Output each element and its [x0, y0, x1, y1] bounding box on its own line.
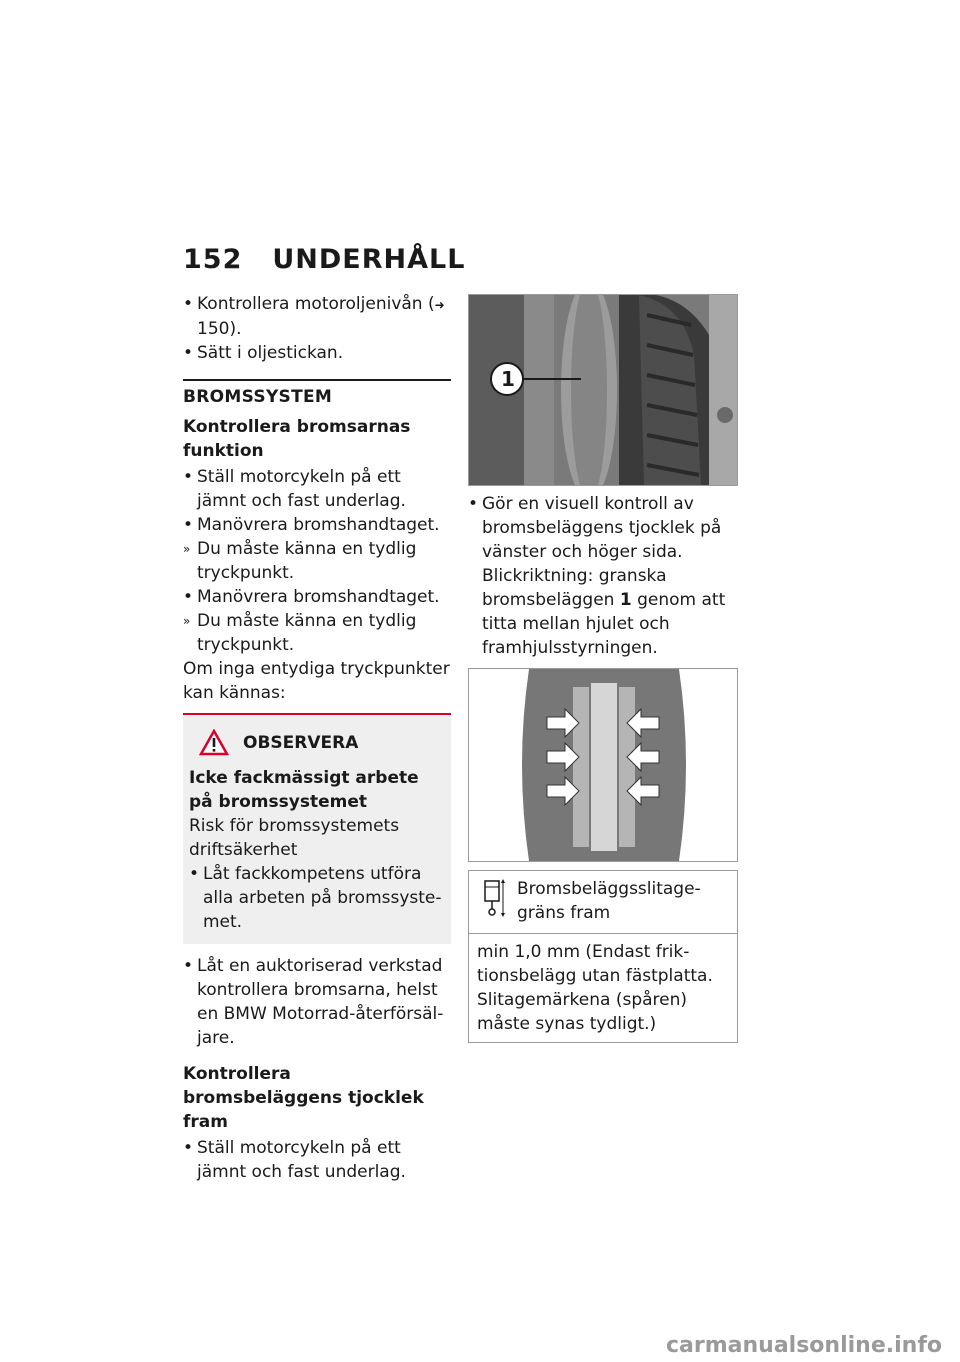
- page-header: [183, 244, 465, 275]
- warning-header: [189, 729, 445, 756]
- list-item: • Gör en visuell kontroll av bromsbeläggens tjocklek på vänster och höger sida. Blickriktning: granska bromsbeläggen 1 genom att titta mellan hjulet och framhjulsstyrningen.: [468, 494, 726, 658]
- spec-value: min 1,0 mm (Endast frik-tionsbelägg utan fästplatta. Slitagemärkena (spåren) måste synas tydligt.): [477, 942, 713, 1034]
- list-item: • Manövrera bromshandtaget.: [183, 587, 440, 607]
- result-arrow-icon: »: [183, 542, 191, 556]
- list-item: • Låt fackkompetens utföra alla arbeten på bromssyste-met.: [189, 864, 442, 932]
- brake-pad-wear-icon: [477, 877, 507, 917]
- list-item: • Ställ motorcykeln på ett jämnt och fast underlag.: [183, 467, 406, 511]
- warning-label: OBSERVERA: [243, 732, 359, 753]
- section-title: BROMSSYSTEM: [183, 379, 451, 409]
- brake-pad-diagram: [468, 668, 738, 862]
- list-item: • Låt en auktoriserad verkstad kontrollera bromsarna, helst en BMW Motorrad-återförsäl-jare.: [183, 956, 444, 1048]
- result-item: » Du måste känna en tydlig tryckpunkt.: [183, 611, 417, 655]
- warning-text: Risk för bromssystemets driftsäkerhet: [189, 816, 400, 860]
- spec-header: [469, 871, 737, 934]
- list-item: • Kontrollera motoroljenivån (➜ 150).: [183, 294, 445, 339]
- spec-table: [468, 870, 738, 1043]
- list-item: • Manövrera bromshandtaget.: [183, 515, 440, 535]
- list-item: • Ställ motorcykeln på ett jämnt och fast underlag.: [183, 1138, 406, 1182]
- brake-pad-illustration: [469, 669, 737, 861]
- warning-triangle-icon: [199, 729, 229, 756]
- result-item: » Du måste känna en tydlig tryckpunkt.: [183, 539, 417, 583]
- warning-heading: Icke fackmässigt arbete på bromssystemet: [189, 768, 419, 812]
- result-arrow-icon: »: [183, 614, 191, 628]
- right-column: [468, 294, 738, 1043]
- photo-callout: 1: [501, 367, 515, 391]
- warning-box: [183, 713, 451, 944]
- subsection-title: Kontrollera bromsbeläggens tjocklek fram: [183, 1064, 424, 1132]
- note-text: Om inga entydiga tryckpunkter kan kännas:: [183, 659, 450, 703]
- brake-disc-photo: [468, 294, 738, 486]
- arrow-right-icon: ➜: [434, 298, 445, 312]
- left-column: [183, 292, 451, 1184]
- page-number: 152: [183, 244, 243, 275]
- list-item: • Sätt i oljestickan.: [183, 343, 344, 363]
- spec-label: Bromsbeläggsslitage-gräns fram: [517, 879, 701, 923]
- subsection-title: Kontrollera bromsarnas funktion: [183, 417, 411, 461]
- chapter-title: UNDERHÅLL: [272, 244, 466, 275]
- watermark: carmanualsonline.info: [666, 1333, 942, 1358]
